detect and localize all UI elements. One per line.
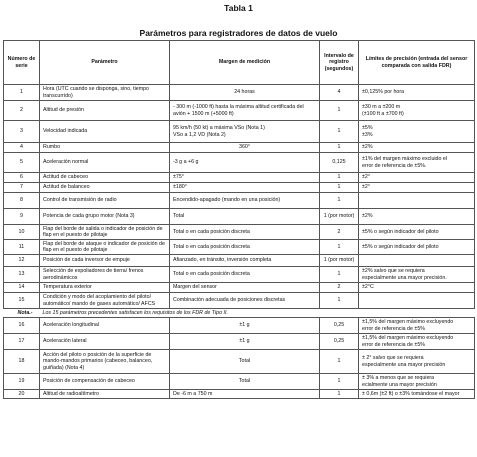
- measurement-range-cell: [170, 121, 320, 143]
- recording-interval-cell: 1: [320, 240, 359, 255]
- accuracy-limit-cell: [359, 267, 475, 283]
- measurement-range-cell: 360°: [170, 143, 320, 153]
- serial-number-cell: 4: [4, 143, 40, 153]
- serial-number-cell: 3: [4, 121, 40, 143]
- accuracy-limit-line: ±1,5% del margen máximo excluyendo: [362, 319, 454, 326]
- accuracy-limit-cell: [359, 101, 475, 121]
- measurement-range-cell: 24 horas: [170, 85, 320, 101]
- table-row: [4, 193, 475, 209]
- parameter-cell: Altitud de radioaltímetro: [40, 390, 170, 399]
- measurement-range-cell: Total o en cada posición discreta: [170, 267, 320, 283]
- accuracy-limit-cell: [359, 318, 475, 334]
- serial-number-cell: 20: [4, 390, 40, 399]
- accuracy-limit-line: ±2°: [362, 174, 370, 181]
- serial-number-cell: 9: [4, 209, 40, 225]
- recording-interval-cell: 0,125: [320, 153, 359, 173]
- accuracy-limit-cell: [359, 374, 475, 390]
- parameter-cell: Acción del piloto o posición de la superficie de mando-mandos primarios (cabeceo, balanceo, guiñada) (Nota 4): [40, 350, 170, 374]
- measurement-range-cell: - 300 m (-1000 ft) hasta la máxima altitud certificada del avión + 1500 m (+5000 ft): [170, 101, 320, 121]
- parameter-cell: Flap del borde de salida o indicador de posición de flap en el puesto de pilotaje: [40, 225, 170, 240]
- measurement-range-cell: ±180°: [170, 183, 320, 193]
- recording-interval-cell: 1: [320, 143, 359, 153]
- accuracy-limit-line: ± 3% a menos que se requiera: [362, 375, 435, 382]
- serial-number-cell: 5: [4, 153, 40, 173]
- range-line: 95 km/h (50 kt) a máxima VSo (Nota 1): [173, 125, 265, 132]
- parameter-cell: Actitud de balanceo: [40, 183, 170, 193]
- recording-interval-cell: 1: [320, 390, 359, 399]
- serial-number-cell: 8: [4, 193, 40, 209]
- note-label: Nota.-: [17, 309, 33, 316]
- serial-number-cell: 14: [4, 283, 40, 293]
- recording-interval-cell: 1: [320, 183, 359, 193]
- serial-number-cell: 18: [4, 350, 40, 374]
- parameter-cell: Flap del borde de ataque o indicador de posición de flap en el puesto de pilotaje: [40, 240, 170, 255]
- header-parameter: Parámetro: [40, 41, 170, 85]
- measurement-range-cell: ±1 g: [170, 334, 320, 350]
- serial-number-cell: 19: [4, 374, 40, 390]
- parameters-table: [3, 40, 475, 399]
- parameter-cell: Posición de cada inversor de empuje: [40, 255, 170, 267]
- recording-interval-cell: 2: [320, 225, 359, 240]
- accuracy-limit-line: ±5% o según indicador del piloto: [362, 228, 439, 235]
- table-row: [4, 255, 475, 267]
- accuracy-limit-line: especialmente una mayor precisión.: [362, 274, 447, 281]
- serial-number-cell: 17: [4, 334, 40, 350]
- serial-number-cell: 1: [4, 85, 40, 101]
- table-row: [4, 374, 475, 390]
- serial-number-cell: 11: [4, 240, 40, 255]
- parameter-cell: Rumbo: [40, 143, 170, 153]
- table-row: [4, 143, 475, 153]
- parameter-cell: Altitud de presión: [40, 101, 170, 121]
- recording-interval-cell: 1: [320, 374, 359, 390]
- recording-interval-cell: 1 (por motor): [320, 255, 359, 267]
- header-accuracy-limits: Límites de precisión (entrada del sensor comparada con salida FDR): [359, 41, 475, 85]
- accuracy-limit-cell: [359, 240, 475, 255]
- measurement-range-cell: ±1 g: [170, 318, 320, 334]
- measurement-range-cell: Total: [170, 209, 320, 225]
- recording-interval-cell: 0,25: [320, 318, 359, 334]
- accuracy-limit-cell: [359, 173, 475, 183]
- parameter-cell: Hora (UTC cuando se disponga, sino, tiempo transcurrido): [40, 85, 170, 101]
- parameter-cell: Posición de compensación de cabeceo: [40, 374, 170, 390]
- table-row: [4, 153, 475, 173]
- table-number-title: Tabla 1: [224, 3, 253, 13]
- accuracy-limit-cell: [359, 283, 475, 293]
- accuracy-limit-line: ±1% del margen máximo excluido el: [362, 156, 448, 163]
- recording-interval-cell: 1 (por motor): [320, 209, 359, 225]
- recording-interval-cell: 0,25: [320, 334, 359, 350]
- range-line: VSo a 1,2 VD (Nota 2): [173, 131, 226, 138]
- accuracy-limit-cell: [359, 153, 475, 173]
- table-row: [4, 101, 475, 121]
- recording-interval-cell: 1: [320, 101, 359, 121]
- accuracy-limit-line: error de referencia de ±5%: [362, 341, 425, 348]
- accuracy-limit-line: ±2%: [362, 144, 373, 151]
- table-row: [4, 390, 475, 399]
- accuracy-limit-cell: [359, 85, 475, 101]
- accuracy-limit-cell: [359, 293, 475, 309]
- measurement-range-cell: De -6 m a 750 m: [170, 390, 320, 399]
- accuracy-limit-line: (±100 ft a ±700 ft): [362, 110, 404, 117]
- table-row: [4, 318, 475, 334]
- accuracy-limit-cell: [359, 183, 475, 193]
- header-recording-interval: Intervalo de registro (segundos): [320, 41, 359, 85]
- accuracy-limit-line: especialmente una mayor precisión: [362, 361, 446, 368]
- accuracy-limit-cell: [359, 255, 475, 267]
- measurement-range-cell: Margen del sensor: [170, 283, 320, 293]
- parameter-cell: Velocidad indicada: [40, 121, 170, 143]
- accuracy-limit-line: ecialmente una mayor precisión: [362, 381, 437, 388]
- accuracy-limit-cell: [359, 209, 475, 225]
- table-row: [4, 183, 475, 193]
- parameter-cell: Temperatura exterior: [40, 283, 170, 293]
- table-row: [4, 85, 475, 101]
- accuracy-limit-line: ±5% o según indicador del piloto: [362, 243, 439, 250]
- recording-interval-cell: 1: [320, 350, 359, 374]
- serial-number-cell: 2: [4, 101, 40, 121]
- serial-number-cell: 7: [4, 183, 40, 193]
- parameter-cell: Aceleración normal: [40, 153, 170, 173]
- accuracy-limit-line: ±5%: [362, 125, 373, 132]
- serial-number-cell: 16: [4, 318, 40, 334]
- accuracy-limit-line: ±30 m a ±200 m: [362, 104, 401, 111]
- measurement-range-cell: Total: [170, 350, 320, 374]
- table-row: [4, 173, 475, 183]
- parameter-cell: Potencia de cada grupo motor (Nota 3): [40, 209, 170, 225]
- measurement-range-cell: Total o en cada posición discreta: [170, 225, 320, 240]
- header-serial-number: Número de serie: [4, 41, 40, 85]
- table-row: [4, 267, 475, 283]
- accuracy-limit-line: ±2°C: [362, 284, 374, 291]
- serial-number-cell: 10: [4, 225, 40, 240]
- header-measurement-range: Margen de medición: [170, 41, 320, 85]
- accuracy-limit-cell: [359, 121, 475, 143]
- measurement-range-cell: Afianzado, en tránsito, inversión completa: [170, 255, 320, 267]
- table-row: [4, 209, 475, 225]
- note-row: [4, 309, 475, 318]
- measurement-range-cell: -3 g a +6 g: [170, 153, 320, 173]
- note-text: Los 15 parámetros precedentes satisfacen los requisitos de los FDR de Tipo II.: [42, 309, 228, 316]
- recording-interval-cell: 1: [320, 293, 359, 309]
- table-row: [4, 283, 475, 293]
- serial-number-cell: 15: [4, 293, 40, 309]
- recording-interval-cell: 4: [320, 85, 359, 101]
- accuracy-limit-line: ±2%: [362, 213, 373, 220]
- table-row: [4, 225, 475, 240]
- table-row: [4, 240, 475, 255]
- serial-number-cell: 6: [4, 173, 40, 183]
- table-subtitle: Parámetros para registradores de datos de vuelo: [139, 28, 338, 38]
- table-header-row: [4, 41, 475, 85]
- measurement-range-cell: Combinación adecuada de posiciones discretas: [170, 293, 320, 309]
- table-row: [4, 350, 475, 374]
- accuracy-limit-cell: [359, 390, 475, 399]
- note-cell: [4, 309, 475, 318]
- recording-interval-cell: 1: [320, 193, 359, 209]
- accuracy-limit-line: ±2% salvo que se requiera: [362, 268, 425, 275]
- accuracy-limit-line: error de referencia de ±5%: [362, 325, 425, 332]
- measurement-range-cell: Total: [170, 374, 320, 390]
- serial-number-cell: 12: [4, 255, 40, 267]
- accuracy-limit-line: ± 0,6m (±2 ft) o ±3% tomándose el mayor: [362, 390, 460, 397]
- parameter-cell: Aceleración longitudinal: [40, 318, 170, 334]
- measurement-range-cell: ±75°: [170, 173, 320, 183]
- recording-interval-cell: 1: [320, 173, 359, 183]
- accuracy-limit-cell: [359, 225, 475, 240]
- accuracy-limit-line: ±0,125% por hora: [362, 89, 405, 96]
- accuracy-limit-line: ±2°: [362, 184, 370, 191]
- measurement-range-cell: Encendido-apagado (mando en una posición): [170, 193, 320, 209]
- table-row: [4, 334, 475, 350]
- table-row: [4, 121, 475, 143]
- parameter-cell: Actitud de cabeceo: [40, 173, 170, 183]
- accuracy-limit-cell: [359, 193, 475, 209]
- accuracy-limit-cell: [359, 334, 475, 350]
- accuracy-limit-line: error de referencia de ±5%.: [362, 162, 427, 169]
- recording-interval-cell: 1: [320, 267, 359, 283]
- serial-number-cell: 13: [4, 267, 40, 283]
- accuracy-limit-cell: [359, 143, 475, 153]
- recording-interval-cell: 1: [320, 121, 359, 143]
- accuracy-limit-cell: [359, 350, 475, 374]
- accuracy-limit-line: ±1,5% del margen máximo excluyendo: [362, 335, 454, 342]
- parameter-cell: Aceleración lateral: [40, 334, 170, 350]
- parameter-cell: Selección de expoliadores de tierra/ frenos aerodinámicos: [40, 267, 170, 283]
- table-row: [4, 293, 475, 309]
- measurement-range-cell: Total o en cada posición discreta: [170, 240, 320, 255]
- recording-interval-cell: 2: [320, 283, 359, 293]
- accuracy-limit-line: ± 2° salvo que se requiera: [362, 355, 424, 362]
- parameter-cell: Control de transmisión de radio: [40, 193, 170, 209]
- parameter-cell: Condición y modo del acoplamiento del piloto/ automático/ mando de gases automático/ AFCS: [40, 293, 170, 309]
- accuracy-limit-line: ±3%: [362, 131, 373, 138]
